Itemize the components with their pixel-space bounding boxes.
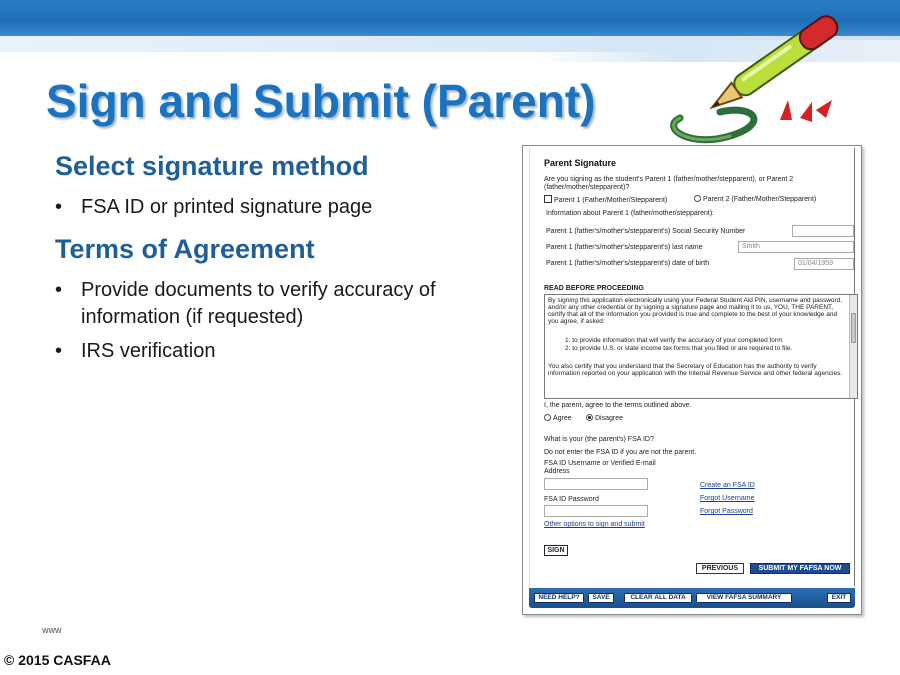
bullet-dot: •: [55, 196, 63, 218]
bullet-dot: •: [55, 279, 63, 301]
info-label: Information about Parent 1 (father/mother/stepparent):: [546, 210, 715, 217]
password-label: FSA ID Password: [544, 496, 599, 503]
previous-button[interactable]: PREVIOUS: [696, 563, 744, 574]
username-input[interactable]: [544, 478, 648, 490]
parent-question: Are you signing as the student's Parent 1 (father/mother/stepparent), or Parent 2 (father/mother/stepparent)?: [544, 176, 794, 191]
clear-all-data-button[interactable]: CLEAR ALL DATA: [624, 593, 692, 603]
dob-input[interactable]: 01/04/1959: [794, 258, 854, 270]
sign-button[interactable]: SIGN: [544, 545, 568, 556]
section-heading-terms: Terms of Agreement: [55, 234, 315, 264]
radio-parent1[interactable]: [544, 195, 552, 203]
terms-paragraph-1: By signing this application electronically using your Federal Student Aid PIN, username and password, and/or any other credential or by signing a signature page and mailing it to us, YOU, THE PARENT, certify that all of the information you provided is true and complete to the best of your knowledge and you agree, if asked:: [548, 297, 843, 325]
bullet-text: Provide documents to verify accuracy of information (if requested): [81, 279, 436, 328]
lastname-label: Parent 1 (father's/mother's/stepparent's) last name: [546, 244, 703, 251]
fsa-question: What is your (the parent's) FSA ID?: [544, 436, 654, 443]
terms-paragraph-2: You also certify that you understand that the Secretary of Education has the authority to verify information reported on your application with the Internal Revenue Service and other federal agencies.: [548, 363, 843, 377]
parent2-option[interactable]: [694, 195, 816, 204]
submit-fafsa-button[interactable]: SUBMIT MY FAFSA NOW: [750, 563, 850, 574]
create-fsa-id-link[interactable]: Create an FSA ID: [700, 482, 755, 489]
disagree-label: Disagree: [595, 415, 624, 422]
footer-watermark: www: [42, 625, 62, 635]
slide-title: Sign and Submit (Parent): [46, 75, 596, 127]
parent1-label: Parent 1 (Father/Mother/Stepparent): [554, 197, 668, 204]
bullet-irs-verification: [55, 338, 216, 365]
disagree-option[interactable]: [586, 414, 623, 423]
forgot-password-link[interactable]: Forgot Password: [700, 508, 753, 515]
need-help-button[interactable]: NEED HELP?: [534, 593, 584, 603]
agree-option[interactable]: [544, 414, 572, 423]
radio-disagree[interactable]: [586, 414, 593, 421]
forgot-username-link[interactable]: Forgot Username: [700, 495, 755, 502]
section-heading-signature-method: Select signature method: [55, 151, 369, 181]
terms-item-1: 1. to provide information that will verify the accuracy of your completed form: [565, 337, 783, 344]
dob-label: Parent 1 (father's/mother's/stepparent's) date of birth: [546, 260, 710, 267]
read-before-heading: READ BEFORE PROCEEDING: [544, 285, 644, 292]
agree-label: Agree: [553, 415, 572, 422]
agree-statement: I, the parent, agree to the terms outlined above.: [544, 402, 692, 409]
password-input[interactable]: [544, 505, 648, 517]
form-panel: [529, 148, 855, 586]
bullet-text: FSA ID or printed signature page: [81, 196, 373, 218]
fsa-note: Do not enter the FSA ID if you are not the parent.: [544, 449, 697, 456]
copyright-text: © 2015 CASFAA: [4, 652, 111, 668]
exit-button[interactable]: EXIT: [827, 593, 851, 603]
save-button[interactable]: SAVE: [588, 593, 614, 603]
terms-scrollbar[interactable]: [849, 295, 857, 398]
view-fafsa-summary-button[interactable]: VIEW FAFSA SUMMARY: [696, 593, 792, 603]
bullet-fsa-id: [55, 194, 372, 221]
bullet-text: IRS verification: [81, 340, 216, 362]
scroll-thumb[interactable]: [851, 313, 856, 343]
username-label: FSA ID Username or Verified E-mail Address: [544, 460, 656, 475]
pen-icon: [660, 8, 860, 158]
parent2-label: Parent 2 (Father/Mother/Stepparent): [703, 196, 817, 203]
bottom-toolbar: [529, 588, 855, 608]
radio-parent2[interactable]: [694, 195, 701, 202]
form-title: Parent Signature: [544, 158, 617, 168]
other-options-link[interactable]: Other options to sign and submit: [544, 521, 645, 528]
bullet-provide-documents: [55, 277, 475, 331]
ssn-input[interactable]: [792, 225, 854, 237]
parent1-option[interactable]: [544, 195, 667, 205]
lastname-input[interactable]: Smith: [738, 241, 854, 253]
terms-item-2: 2. to provide U.S. or state income tax forms that you filed or are required to file.: [565, 345, 793, 352]
radio-agree[interactable]: [544, 414, 551, 421]
bullet-dot: •: [55, 340, 63, 362]
terms-textbox[interactable]: [544, 294, 858, 399]
ssn-label: Parent 1 (father's/mother's/stepparent's) Social Security Number: [546, 228, 746, 235]
parent-signature-screenshot: [522, 145, 862, 615]
